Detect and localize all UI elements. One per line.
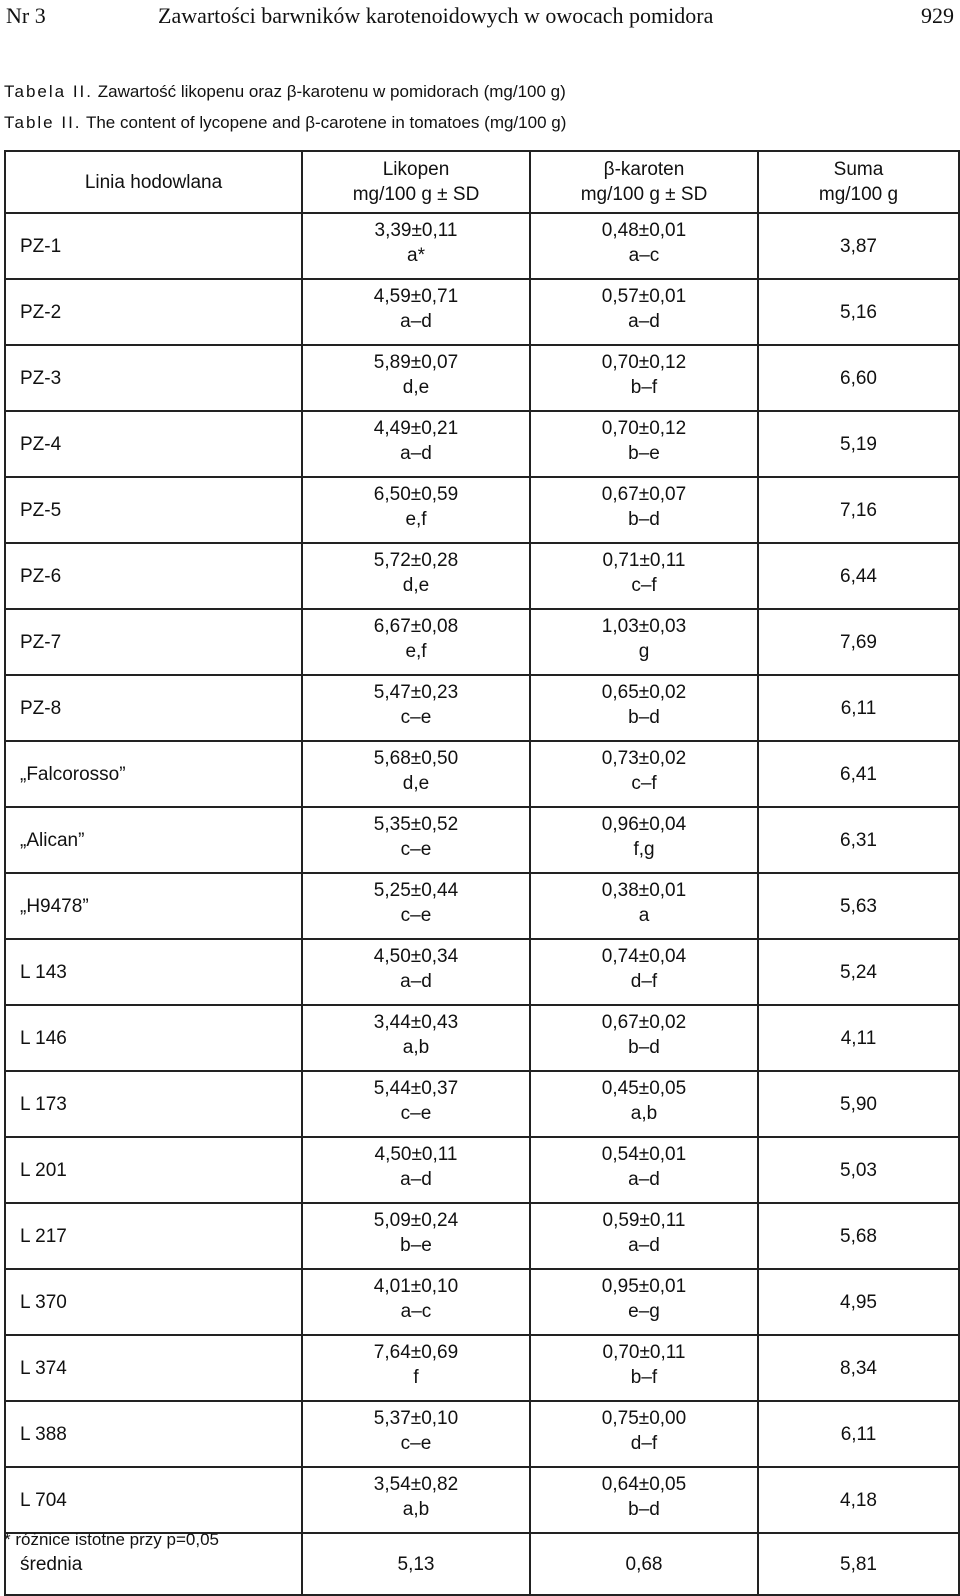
- table-row: [5, 873, 959, 939]
- beta-carotene-group: g: [638, 641, 650, 662]
- lycopene-group: a–d: [400, 1169, 432, 1190]
- lycopene-cell: [302, 1269, 530, 1335]
- lycopene-value: 3,39±0,11: [374, 220, 458, 241]
- table-row: [5, 213, 959, 279]
- table-row: [5, 1401, 959, 1467]
- beta-carotene-value: 0,57±0,01: [601, 286, 687, 307]
- lycopene-value: 4,49±0,21: [373, 418, 459, 439]
- beta-carotene-group: b–d: [628, 1499, 660, 1520]
- lycopene-cell: [302, 807, 530, 873]
- line-name-cell: PZ-1: [5, 213, 302, 279]
- lycopene-value: 5,37±0,10: [373, 1408, 459, 1429]
- line-name-cell: L 143: [5, 939, 302, 1005]
- line-name-cell: PZ-6: [5, 543, 302, 609]
- lycopene-group: c–e: [400, 707, 432, 728]
- line-name-cell: L 370: [5, 1269, 302, 1335]
- beta-carotene-cell: [530, 1071, 758, 1137]
- sum-cell: 7,16: [758, 477, 959, 543]
- lycopene-value: 4,59±0,71: [373, 286, 459, 307]
- line-name-cell: L 217: [5, 1203, 302, 1269]
- table-row: [5, 1137, 959, 1203]
- lycopene-value: 4,01±0,10: [373, 1276, 459, 1297]
- page-header: [0, 0, 960, 34]
- header-sum-unit: mg/100 g: [818, 184, 899, 205]
- beta-carotene-cell: [530, 477, 758, 543]
- header-beta-unit: mg/100 g ± SD: [580, 184, 708, 205]
- beta-carotene-value: 0,67±0,02: [601, 1012, 687, 1033]
- beta-carotene-value: 0,45±0,05: [601, 1078, 687, 1099]
- table-row: [5, 675, 959, 741]
- lycopene-value: 7,64±0,69: [373, 1342, 459, 1363]
- lycopene-value: 5,25±0,44: [373, 880, 459, 901]
- table-row: [5, 411, 959, 477]
- line-name-cell: L 173: [5, 1071, 302, 1137]
- carotenoid-table: [4, 150, 960, 1596]
- beta-carotene-cell: [530, 1137, 758, 1203]
- lycopene-group: d,e: [402, 575, 430, 596]
- beta-carotene-group: f,g: [633, 839, 655, 860]
- lycopene-group: e,f: [405, 509, 427, 530]
- beta-carotene-value: 0,65±0,02: [601, 682, 687, 703]
- line-name-cell: L 388: [5, 1401, 302, 1467]
- lycopene-group: a,b: [402, 1037, 430, 1058]
- beta-carotene-cell: [530, 1005, 758, 1071]
- lycopene-cell: [302, 1005, 530, 1071]
- header-line-label: Linia hodowlana: [84, 171, 223, 193]
- lycopene-value: 3,54±0,82: [373, 1474, 459, 1495]
- beta-carotene-cell: [530, 279, 758, 345]
- beta-carotene-group: b–f: [630, 1367, 658, 1388]
- beta-carotene-cell: [530, 1269, 758, 1335]
- beta-carotene-group: a–d: [628, 1235, 660, 1256]
- line-name-cell: PZ-5: [5, 477, 302, 543]
- header-sum: [758, 151, 959, 213]
- header-sum-label: Suma: [833, 159, 884, 180]
- table-row: [5, 1005, 959, 1071]
- lycopene-value: 5,68±0,50: [373, 748, 459, 769]
- beta-carotene-value: 0,96±0,04: [601, 814, 687, 835]
- lycopene-cell: [302, 345, 530, 411]
- table-row: [5, 807, 959, 873]
- beta-carotene-value: 0,54±0,01: [601, 1144, 687, 1165]
- table-row: [5, 1269, 959, 1335]
- lycopene-cell: [302, 741, 530, 807]
- beta-carotene-group: a: [638, 905, 650, 926]
- beta-carotene-cell: [530, 675, 758, 741]
- beta-carotene-cell: [530, 411, 758, 477]
- line-name-cell: „Alican”: [5, 807, 302, 873]
- beta-carotene-group: e–g: [628, 1301, 660, 1322]
- beta-carotene-group: a,b: [630, 1103, 658, 1124]
- caption-label-pl: Tabela II.: [4, 82, 93, 101]
- lycopene-value: 3,44±0,43: [373, 1012, 459, 1033]
- beta-carotene-value: 1,03±0,03: [601, 616, 687, 637]
- beta-carotene-cell: [530, 939, 758, 1005]
- beta-carotene-group: a–c: [628, 245, 660, 266]
- lycopene-cell: [302, 675, 530, 741]
- lycopene-value: 5,44±0,37: [373, 1078, 459, 1099]
- table-row: [5, 1071, 959, 1137]
- beta-carotene-cell: [530, 609, 758, 675]
- lycopene-value: 4,50±0,11: [374, 1144, 458, 1165]
- beta-carotene-value: 0,70±0,11: [602, 1342, 686, 1363]
- caption-text-pl: Zawartość likopenu oraz β-karotenu w pomidorach (mg/100 g): [97, 82, 566, 101]
- mean-beta-carotene: 0,68: [530, 1533, 758, 1595]
- lycopene-group: a–c: [400, 1301, 432, 1322]
- beta-carotene-group: b–f: [630, 377, 658, 398]
- lycopene-group: c–e: [400, 1433, 432, 1454]
- line-name-cell: L 374: [5, 1335, 302, 1401]
- lycopene-cell: [302, 1335, 530, 1401]
- header-beta-carotene: [530, 151, 758, 213]
- caption-label-en: Table II.: [4, 113, 82, 132]
- line-name-cell: PZ-7: [5, 609, 302, 675]
- beta-carotene-group: a–d: [628, 311, 660, 332]
- lycopene-group: f: [413, 1367, 419, 1388]
- mean-sum: 5,81: [758, 1533, 959, 1595]
- beta-carotene-value: 0,75±0,00: [601, 1408, 687, 1429]
- beta-carotene-cell: [530, 213, 758, 279]
- line-name-cell: L 201: [5, 1137, 302, 1203]
- lycopene-cell: [302, 1071, 530, 1137]
- lycopene-cell: [302, 543, 530, 609]
- line-name-cell: PZ-4: [5, 411, 302, 477]
- caption-text-en: The content of lycopene and β-carotene in tomatoes (mg/100 g): [85, 113, 567, 132]
- sum-cell: 4,18: [758, 1467, 959, 1533]
- lycopene-group: a*: [407, 245, 425, 266]
- lycopene-value: 5,35±0,52: [373, 814, 459, 835]
- lycopene-cell: [302, 1401, 530, 1467]
- lycopene-group: a–d: [400, 311, 432, 332]
- sum-cell: 5,63: [758, 873, 959, 939]
- line-name-cell: L 146: [5, 1005, 302, 1071]
- sum-cell: 4,95: [758, 1269, 959, 1335]
- line-name-cell: L 704: [5, 1467, 302, 1533]
- beta-carotene-value: 0,38±0,01: [601, 880, 687, 901]
- lycopene-value: 5,89±0,07: [373, 352, 459, 373]
- table-row: [5, 279, 959, 345]
- lycopene-value: 6,67±0,08: [373, 616, 459, 637]
- beta-carotene-value: 0,73±0,02: [601, 748, 687, 769]
- beta-carotene-value: 0,71±0,11: [602, 550, 686, 571]
- beta-carotene-value: 0,95±0,01: [601, 1276, 687, 1297]
- sum-cell: 5,68: [758, 1203, 959, 1269]
- beta-carotene-group: b–d: [628, 707, 660, 728]
- line-name-cell: PZ-3: [5, 345, 302, 411]
- beta-carotene-value: 0,48±0,01: [601, 220, 687, 241]
- beta-carotene-cell: [530, 741, 758, 807]
- line-name-cell: „Falcorosso”: [5, 741, 302, 807]
- sum-cell: 5,19: [758, 411, 959, 477]
- sum-cell: 7,69: [758, 609, 959, 675]
- lycopene-cell: [302, 213, 530, 279]
- lycopene-value: 5,72±0,28: [373, 550, 459, 571]
- lycopene-group: c–e: [400, 839, 432, 860]
- table-caption-pl: [4, 82, 566, 102]
- table-row: [5, 1467, 959, 1533]
- sum-cell: 5,16: [758, 279, 959, 345]
- beta-carotene-cell: [530, 345, 758, 411]
- beta-carotene-cell: [530, 1203, 758, 1269]
- lycopene-group: d,e: [402, 377, 430, 398]
- sum-cell: 6,60: [758, 345, 959, 411]
- lycopene-group: a–d: [400, 971, 432, 992]
- lycopene-cell: [302, 279, 530, 345]
- lycopene-cell: [302, 477, 530, 543]
- lycopene-cell: [302, 411, 530, 477]
- table-row: [5, 543, 959, 609]
- beta-carotene-value: 0,70±0,12: [601, 418, 687, 439]
- lycopene-group: a,b: [402, 1499, 430, 1520]
- sum-cell: 6,11: [758, 675, 959, 741]
- header-beta-label: β-karoten: [603, 159, 685, 180]
- beta-carotene-cell: [530, 1401, 758, 1467]
- beta-carotene-group: b–d: [628, 1037, 660, 1058]
- sum-cell: 8,34: [758, 1335, 959, 1401]
- lycopene-value: 5,47±0,23: [373, 682, 459, 703]
- beta-carotene-value: 0,64±0,05: [601, 1474, 687, 1495]
- sum-cell: 5,03: [758, 1137, 959, 1203]
- lycopene-group: a–d: [400, 443, 432, 464]
- header-lycopene-label: Likopen: [382, 159, 450, 180]
- table-row: [5, 1335, 959, 1401]
- lycopene-cell: [302, 1137, 530, 1203]
- table-row: [5, 609, 959, 675]
- beta-carotene-group: c–f: [631, 773, 657, 794]
- mean-lycopene: 5,13: [302, 1533, 530, 1595]
- table-header-row: [5, 151, 959, 213]
- lycopene-value: 5,09±0,24: [373, 1210, 459, 1231]
- sum-cell: 3,87: [758, 213, 959, 279]
- lycopene-group: b–e: [400, 1235, 432, 1256]
- table-row: [5, 741, 959, 807]
- sum-cell: 6,31: [758, 807, 959, 873]
- lycopene-cell: [302, 609, 530, 675]
- table-row: [5, 345, 959, 411]
- beta-carotene-value: 0,59±0,11: [602, 1210, 686, 1231]
- sum-cell: 5,90: [758, 1071, 959, 1137]
- beta-carotene-group: d–f: [630, 1433, 658, 1454]
- lycopene-cell: [302, 873, 530, 939]
- table-row: [5, 939, 959, 1005]
- issue-number: Nr 3: [6, 3, 46, 28]
- footnote: * różnice istotne przy p=0,05: [4, 1530, 219, 1549]
- lycopene-value: 4,50±0,34: [373, 946, 459, 967]
- line-name-cell: „H9478”: [5, 873, 302, 939]
- sum-cell: 6,44: [758, 543, 959, 609]
- line-name-cell: PZ-8: [5, 675, 302, 741]
- beta-carotene-group: b–e: [628, 443, 660, 464]
- lycopene-group: c–e: [400, 905, 432, 926]
- lycopene-group: c–e: [400, 1103, 432, 1124]
- lycopene-group: d,e: [402, 773, 430, 794]
- beta-carotene-group: a–d: [628, 1169, 660, 1190]
- page-number: 929: [921, 3, 954, 28]
- beta-carotene-group: c–f: [631, 575, 657, 596]
- header-lycopene: [302, 151, 530, 213]
- beta-carotene-value: 0,70±0,12: [601, 352, 687, 373]
- beta-carotene-value: 0,74±0,04: [601, 946, 687, 967]
- beta-carotene-cell: [530, 1467, 758, 1533]
- beta-carotene-cell: [530, 543, 758, 609]
- beta-carotene-cell: [530, 873, 758, 939]
- beta-carotene-group: b–d: [628, 509, 660, 530]
- line-name-cell: PZ-2: [5, 279, 302, 345]
- sum-cell: 4,11: [758, 1005, 959, 1071]
- lycopene-value: 6,50±0,59: [373, 484, 459, 505]
- beta-carotene-value: 0,67±0,07: [601, 484, 687, 505]
- header-lycopene-unit: mg/100 g ± SD: [352, 184, 480, 205]
- header-line: [5, 151, 302, 213]
- lycopene-cell: [302, 1467, 530, 1533]
- beta-carotene-cell: [530, 807, 758, 873]
- lycopene-group: e,f: [405, 641, 427, 662]
- sum-cell: 6,41: [758, 741, 959, 807]
- beta-carotene-group: d–f: [630, 971, 658, 992]
- lycopene-cell: [302, 939, 530, 1005]
- table-row: [5, 1203, 959, 1269]
- table-body: [5, 213, 959, 1595]
- table-row: [5, 477, 959, 543]
- lycopene-cell: [302, 1203, 530, 1269]
- mean-label: średnia: [5, 1533, 302, 1595]
- table-caption-en: [4, 113, 566, 133]
- running-title: Zawartości barwników karotenoidowych w owocach pomidora: [158, 3, 714, 28]
- sum-cell: 6,11: [758, 1401, 959, 1467]
- sum-cell: 5,24: [758, 939, 959, 1005]
- beta-carotene-cell: [530, 1335, 758, 1401]
